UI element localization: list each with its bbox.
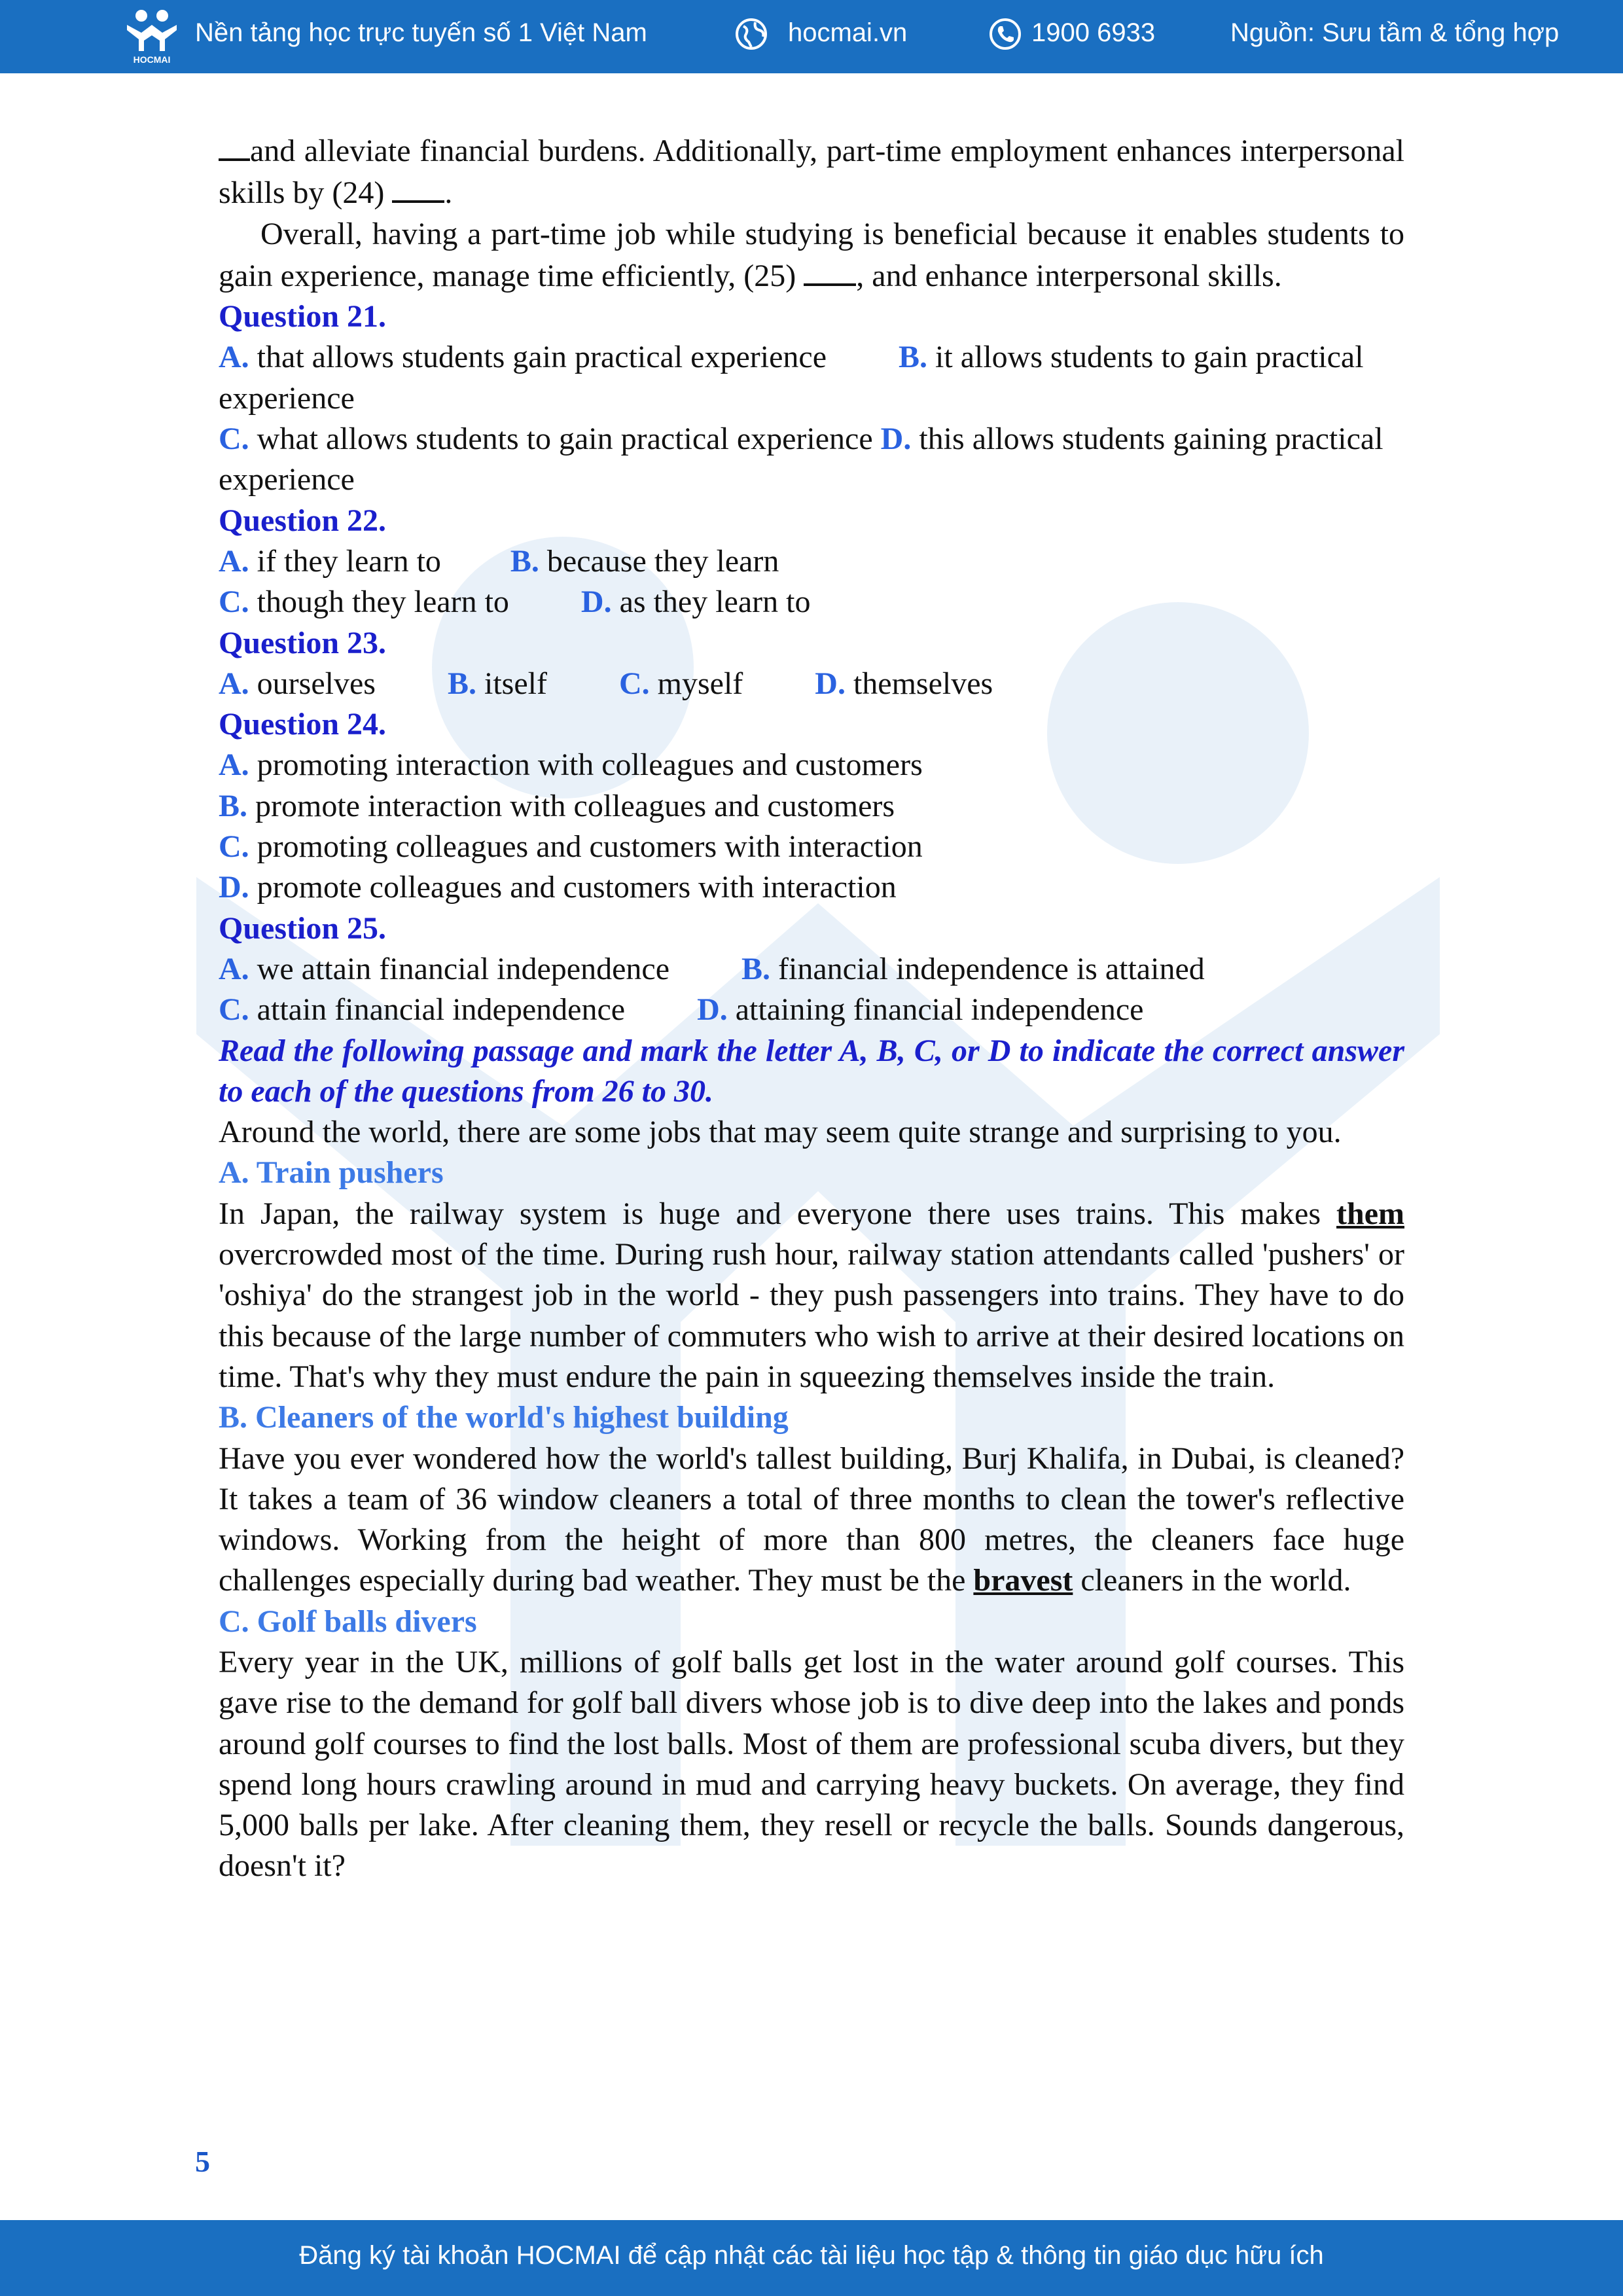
option-text[interactable]: though they learn to [257,584,509,620]
section-a-title: A. Train pushers [219,1155,444,1191]
underlined-word-them: them [1336,1196,1404,1231]
question-25-options-ab: A. we attain financial independence B. financial independence is attained [219,951,1205,986]
reading-instruction: Read the following passage and mark the letter A, B, C, or D to indicate the correct answer to each of the questions from 26 to 30. [219,1033,1404,1109]
header-bar [0,0,1623,73]
question-22-options-ab: A. if they learn to B. because they learn [219,543,779,579]
question-22-title: Question 22. [219,503,387,538]
answer-blank [219,130,250,161]
question-21-title: Question 21. [219,299,387,334]
question-23-options: A. ourselves B. itself C. myself D. themselves [219,666,993,701]
question-23-title: Question 23. [219,625,387,660]
question-21-options-ab: A. that allows students gain practical experience B. it allows students to gain practical experience [219,340,1364,416]
question-24-title: Question 24. [219,707,387,742]
option-text[interactable]: ourselves [257,666,376,701]
question-22-options-cd: C. though they learn to D. as they learn to [219,584,811,620]
question-25-title: Question 25. [219,910,387,946]
option-text[interactable]: it allows students to gain practical experience [219,340,1364,416]
option-text[interactable]: because they learn [546,543,779,579]
option-text[interactable]: this allows students gaining practical experience [219,422,1383,497]
section-c-body: Every year in the UK, millions of golf balls get lost in the water around golf courses. This gave rise to the demand for golf ball divers whose job is to dive deep into the lakes and ponds around golf courses to find the lost balls. Most of them are professional scuba divers, but they spend long hours crawling around in mud and carrying heavy buckets. On average, they find 5,000 balls per lake. After cleaning them, they resell or recycle the balls. Sounds dangerous, doesn't it? [219,1644,1404,1884]
passage-paragraph: and alleviate financial burdens. Additionally, part-time employment enhances interpersonal skills by (24) . [219,130,1404,214]
option-text[interactable]: what allows students to gain practical experience [257,422,873,457]
hotline-number[interactable]: 1900 6933 [1031,18,1156,47]
logo-text: HOCMAI [133,54,171,65]
section-b-title: B. Cleaners of the world's highest building [219,1400,789,1435]
source-note: Nguồn: Sưu tầm & tổng hợp [1230,18,1560,47]
option-text[interactable]: itself [484,666,547,701]
footer-bar [0,2220,1623,2296]
question-21-options-cd: C. what allows students to gain practical experience D. this allows students gaining practical experience [219,422,1383,497]
option-text[interactable]: attain financial independence [257,992,626,1028]
phone-icon [988,17,1022,51]
hocmai-logo[interactable] [122,7,182,65]
footer-text[interactable]: Đăng ký tài khoản HOCMAI để cập nhật các tài liệu học tập & thông tin giáo dục hữu ích [299,2241,1324,2270]
underlined-word-bravest: bravest [973,1563,1073,1598]
option-text[interactable]: financial independence is attained [778,951,1205,986]
globe-icon [734,17,768,51]
question-24-option-d: D. promote colleagues and customers with interaction [219,870,897,905]
option-text[interactable]: attaining financial independence [735,992,1144,1028]
section-c-title: C. Golf balls divers [219,1604,477,1639]
option-text[interactable]: promoting colleagues and customers with interaction [257,829,923,865]
reading-intro: Around the world, there are some jobs that may seem quite strange and surprising to you. [219,1115,1342,1150]
option-text[interactable]: we attain financial independence [257,951,670,986]
question-25-options-cd: C. attain financial independence D. attaining financial independence [219,992,1144,1028]
option-text[interactable]: as they learn to [619,584,811,620]
header-tagline: Nền tảng học trực tuyến số 1 Việt Nam [195,18,647,47]
document-body [219,130,1404,1887]
option-text[interactable]: promote interaction with colleagues and customers [255,788,895,823]
option-text[interactable]: that allows students gain practical experience [257,340,827,375]
option-text[interactable]: if they learn to [257,543,441,579]
section-b-body: Have you ever wondered how the world's tallest building, Burj Khalifa, in Dubai, is cleaned? It takes a team of 36 window cleaners a total of three months to clean the tower's reflective windows. Working from the height of more than 800 metres, the cleaners face huge challenges especially during bad weather. They must be the bravest cleaners in the world. [219,1441,1404,1598]
answer-blank-25 [804,255,856,286]
option-text[interactable]: promoting interaction with colleagues and customers [257,747,923,783]
option-text[interactable]: themselves [853,666,993,701]
page-number: 5 [195,2145,210,2178]
option-text[interactable]: promote colleagues and customers with interaction [257,870,897,905]
website-link[interactable]: hocmai.vn [788,18,908,47]
answer-blank-24 [392,171,444,203]
question-24-option-a: A. promoting interaction with colleagues and customers [219,747,923,783]
question-24-option-c: C. promoting colleagues and customers with interaction [219,829,923,865]
passage-paragraph: Overall, having a part-time job while studying is beneficial because it enables students to gain experience, manage time efficiently, (25) , and enhance interpersonal skills. [219,216,1404,293]
option-text[interactable]: myself [657,666,743,701]
section-a-body: In Japan, the railway system is huge and everyone there uses trains. This makes them overcrowded most of the time. During rush hour, railway station attendants called 'pushers' or 'oshiya' do the strangest job in the world - they push passengers into trains. They have to do this because of the large number of commuters who wish to arrive at their desired locations on time. That's why they must endure the pain in squeezing themselves inside the train. [219,1196,1404,1394]
question-24-option-b: B. promote interaction with colleagues and customers [219,788,895,823]
